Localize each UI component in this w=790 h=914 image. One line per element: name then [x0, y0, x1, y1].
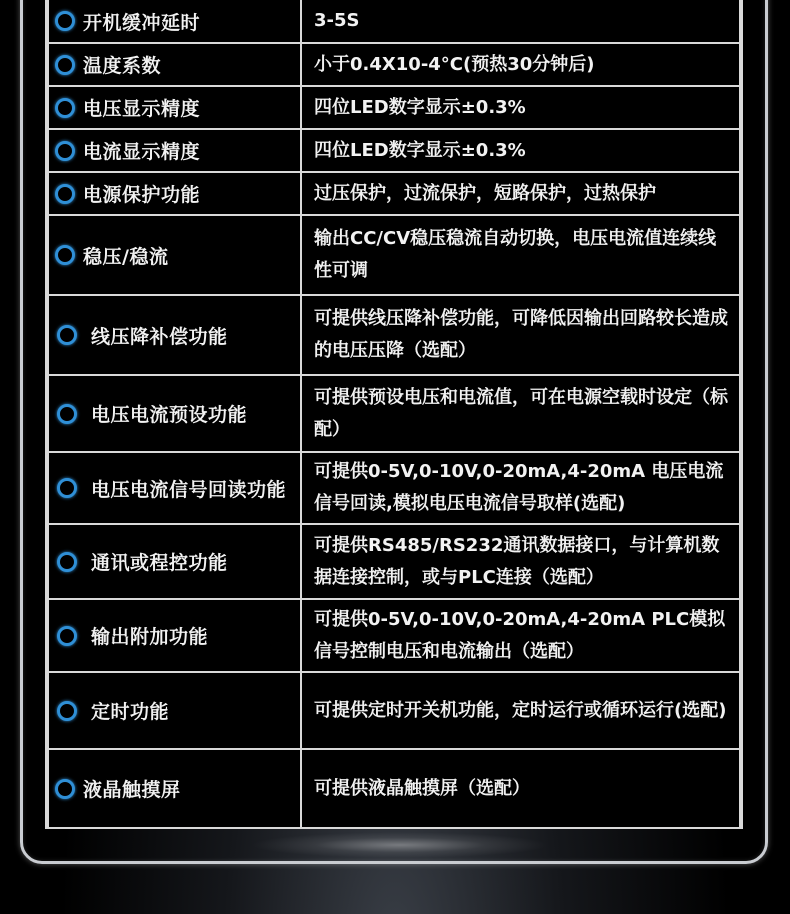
ring-bullet-icon	[57, 325, 77, 345]
row-value-cell: 3-5S	[301, 0, 740, 43]
row-key-cell	[48, 0, 301, 43]
spec-table-container	[45, 0, 743, 829]
row-value-cell: 四位LED数字显示±0.3%	[301, 129, 740, 172]
ring-bullet-icon	[55, 184, 75, 204]
row-key-label: 电流显示精度	[83, 141, 201, 163]
table-row	[48, 749, 740, 828]
row-key-cell	[48, 295, 301, 375]
row-key-label: 电压显示精度	[83, 98, 201, 120]
row-key-label: 线压降补偿功能	[91, 325, 228, 348]
spec-table	[47, 0, 741, 829]
ring-bullet-icon	[55, 245, 75, 265]
row-key-cell	[48, 672, 301, 749]
row-key-cell	[48, 129, 301, 172]
row-key-cell	[48, 749, 301, 828]
row-key-label: 电源保护功能	[83, 184, 201, 206]
table-row	[48, 672, 740, 749]
ring-bullet-icon	[57, 626, 77, 646]
row-key-cell	[48, 375, 301, 452]
table-row	[48, 43, 740, 86]
row-value-cell: 小于0.4X10-4°C(预热30分钟后)	[301, 43, 740, 86]
table-row	[48, 172, 740, 215]
row-key-cell	[48, 524, 301, 599]
table-row	[48, 215, 740, 295]
table-row	[48, 129, 740, 172]
row-key-cell	[48, 86, 301, 129]
row-value-cell: 可提供0-5V,0-10V,0-20mA,4-20mA PLC模拟信号控制电压和电流输出（选配）	[301, 599, 740, 672]
row-key-label: 液晶触摸屏	[83, 779, 181, 801]
table-row	[48, 86, 740, 129]
row-key-label: 定时功能	[91, 701, 170, 723]
row-key-label: 电压电流预设功能	[91, 404, 248, 426]
table-row	[48, 452, 740, 524]
row-key-cell	[48, 43, 301, 86]
row-key-label: 输出附加功能	[91, 626, 209, 648]
row-key-label: 稳压/稳流	[83, 245, 169, 268]
ring-bullet-icon	[55, 779, 75, 799]
row-key-cell	[48, 452, 301, 524]
table-row	[48, 524, 740, 599]
ring-bullet-icon	[55, 11, 75, 31]
ring-bullet-icon	[57, 478, 77, 498]
table-row	[48, 375, 740, 452]
ring-bullet-icon	[57, 701, 77, 721]
row-key-label: 通讯或程控功能	[91, 552, 228, 574]
row-value-cell: 过压保护，过流保护，短路保护，过热保护	[301, 172, 740, 215]
ring-bullet-icon	[55, 55, 75, 75]
row-key-cell	[48, 172, 301, 215]
row-value-cell: 可提供液晶触摸屏（选配）	[301, 749, 740, 828]
row-value-cell: 可提供定时开关机功能，定时运行或循环运行(选配)	[301, 672, 740, 749]
row-key-cell	[48, 215, 301, 295]
ring-bullet-icon	[55, 141, 75, 161]
table-row	[48, 599, 740, 672]
table-row	[48, 295, 740, 375]
row-value-cell: 可提供RS485/RS232通讯数据接口，与计算机数据连接控制，或与PLC连接（选配）	[301, 524, 740, 599]
ring-bullet-icon	[55, 98, 75, 118]
row-key-label: 温度系数	[83, 55, 162, 77]
row-value-cell: 可提供线压降补偿功能，可降低因输出回路较长造成的电压压降（选配）	[301, 295, 740, 375]
row-value-cell: 可提供预设电压和电流值，可在电源空载时设定（标配）	[301, 375, 740, 452]
row-key-label: 开机缓冲延时	[83, 11, 201, 34]
table-row	[48, 0, 740, 43]
ring-bullet-icon	[57, 404, 77, 424]
row-value-cell: 可提供0-5V,0-10V,0-20mA,4-20mA 电压电流信号回读,模拟电压电流信号取样(选配)	[301, 452, 740, 524]
row-value-cell: 输出CC/CV稳压稳流自动切换，电压电流值连续线性可调	[301, 215, 740, 295]
row-value-cell: 四位LED数字显示±0.3%	[301, 86, 740, 129]
ring-bullet-icon	[57, 552, 77, 572]
row-key-cell	[48, 599, 301, 672]
row-key-label: 电压电流信号回读功能	[91, 478, 287, 501]
bottom-glow	[250, 832, 550, 858]
